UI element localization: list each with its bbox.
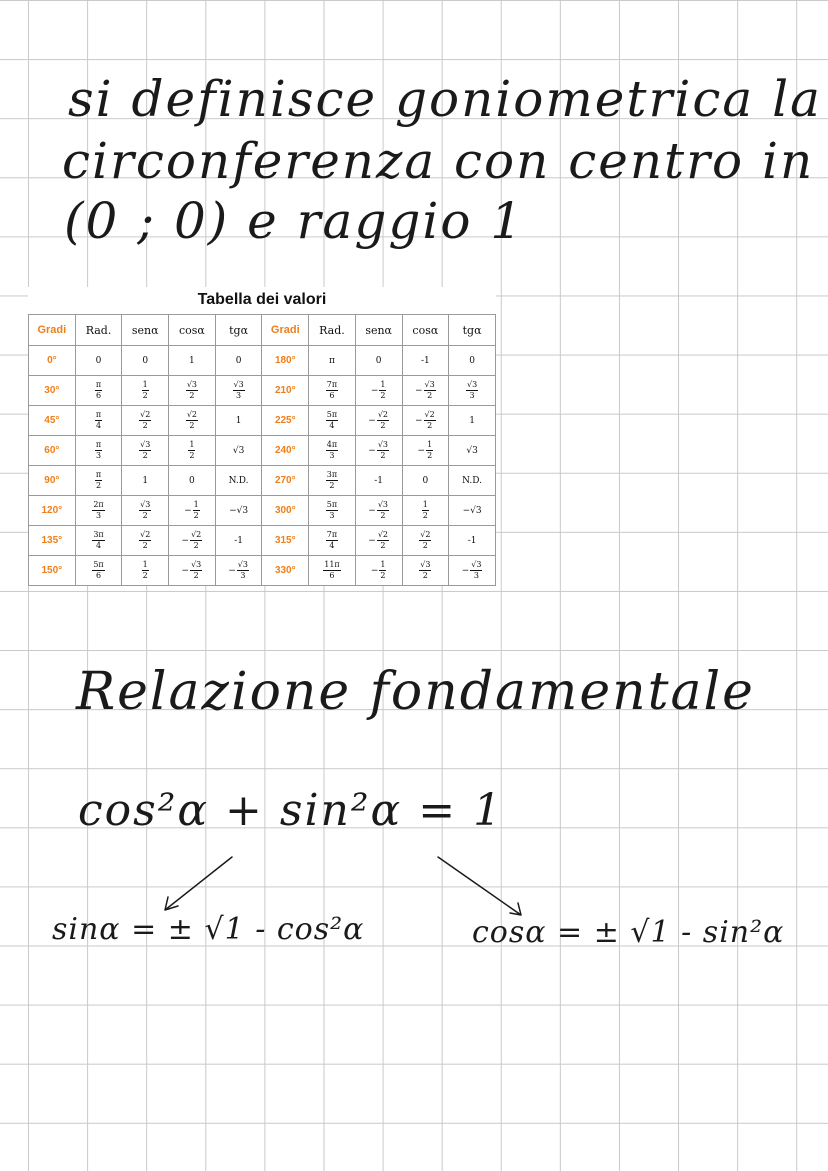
table-cell: 30° bbox=[29, 376, 76, 406]
fraction-numerator: √2 bbox=[186, 410, 197, 419]
fraction-numerator: √3 bbox=[140, 500, 151, 509]
fraction-denominator: 2 bbox=[380, 421, 386, 430]
table-cell: 1 bbox=[122, 466, 169, 496]
fraction-numerator: 7π bbox=[326, 530, 338, 539]
fraction-numerator: √3 bbox=[233, 380, 244, 389]
fraction-numerator: √3 bbox=[191, 560, 202, 569]
fraction-numerator: 1 bbox=[142, 380, 148, 389]
fraction-numerator: 3π bbox=[326, 470, 338, 479]
table-cell: 225° bbox=[262, 406, 309, 436]
table-cell: 45° bbox=[29, 406, 76, 436]
table-cell: 300° bbox=[262, 496, 309, 526]
table-cell: 1 bbox=[449, 406, 496, 436]
table-cell: 135° bbox=[29, 526, 76, 556]
fraction-numerator: 1 bbox=[427, 440, 433, 449]
intro-line-1: si definisce goniometrica la bbox=[68, 70, 822, 128]
fraction-numerator: √3 bbox=[377, 440, 389, 449]
fraction-numerator: √3 bbox=[471, 560, 482, 569]
fraction-numerator: √2 bbox=[140, 410, 151, 419]
column-header: tgα bbox=[449, 315, 496, 346]
column-header: Gradi bbox=[29, 315, 76, 346]
fraction-numerator: π bbox=[95, 440, 102, 449]
left-arrow-icon bbox=[165, 857, 232, 910]
table-cell: -1 bbox=[402, 346, 449, 376]
table-cell: 0 bbox=[122, 346, 169, 376]
table-cell: 120° bbox=[29, 496, 76, 526]
right-arrow-icon bbox=[438, 857, 521, 915]
fraction-numerator: √3 bbox=[424, 380, 435, 389]
fraction-numerator: 5π bbox=[326, 500, 338, 509]
table-cell: −√3 bbox=[449, 496, 496, 526]
fraction-denominator: 4 bbox=[95, 421, 102, 430]
fraction-denominator: 2 bbox=[193, 541, 199, 550]
fraction-numerator: √2 bbox=[140, 530, 151, 539]
minus-sign: − bbox=[368, 415, 376, 426]
table-cell: 0 bbox=[169, 466, 216, 496]
fraction-denominator: 2 bbox=[193, 571, 199, 580]
fraction-denominator: 2 bbox=[142, 571, 148, 580]
fraction-denominator: 6 bbox=[329, 391, 335, 400]
fraction-denominator: 2 bbox=[422, 571, 428, 580]
fraction-denominator: 2 bbox=[142, 541, 148, 550]
fraction-denominator: 2 bbox=[193, 511, 199, 520]
fraction-numerator: √2 bbox=[191, 530, 202, 539]
minus-sign: − bbox=[368, 535, 376, 546]
fraction-denominator: 2 bbox=[422, 511, 428, 520]
fraction-denominator: 2 bbox=[95, 481, 102, 490]
minus-sign: − bbox=[368, 445, 376, 456]
fraction-denominator: 6 bbox=[95, 391, 102, 400]
fraction-denominator: 3 bbox=[329, 451, 335, 460]
table-cell: -1 bbox=[355, 466, 402, 496]
sin-formula: sinα = ± √1 - cos²α bbox=[52, 912, 365, 947]
minus-sign: − bbox=[368, 505, 376, 516]
table-cell: 240° bbox=[262, 436, 309, 466]
fraction-numerator: π bbox=[95, 470, 102, 479]
fraction-numerator: 1 bbox=[193, 500, 199, 509]
fraction-denominator: 2 bbox=[142, 451, 148, 460]
fraction-numerator: √3 bbox=[377, 500, 389, 509]
fraction-denominator: 2 bbox=[427, 391, 433, 400]
fraction-denominator: 3 bbox=[236, 391, 242, 400]
fraction-denominator: 2 bbox=[142, 391, 148, 400]
fraction-numerator: 1 bbox=[422, 500, 428, 509]
minus-sign: − bbox=[228, 565, 236, 576]
fraction-numerator: √2 bbox=[377, 530, 389, 539]
minus-sign: − bbox=[417, 445, 426, 456]
minus-sign: − bbox=[414, 385, 423, 396]
fraction-numerator: π bbox=[95, 410, 102, 419]
fraction-numerator: 7π bbox=[326, 380, 338, 389]
fraction-denominator: 2 bbox=[189, 421, 195, 430]
table-title: Tabella dei valori bbox=[197, 291, 327, 308]
fraction-denominator: 2 bbox=[142, 511, 148, 520]
minus-sign: − bbox=[461, 565, 470, 576]
fraction-numerator: 5π bbox=[326, 410, 338, 419]
fraction-numerator: √2 bbox=[420, 530, 431, 539]
fraction-denominator: 4 bbox=[329, 541, 335, 550]
fraction-denominator: 2 bbox=[427, 421, 433, 430]
minus-sign: − bbox=[181, 565, 190, 576]
fraction-denominator: 2 bbox=[189, 451, 195, 460]
fraction-numerator: π bbox=[95, 380, 102, 389]
minus-sign: − bbox=[181, 535, 190, 546]
column-header: Rad. bbox=[309, 315, 356, 346]
fraction-numerator: √3 bbox=[186, 380, 197, 389]
fraction-numerator: √2 bbox=[377, 410, 389, 419]
table-cell: 0 bbox=[75, 346, 122, 376]
fraction-numerator: 3π bbox=[93, 530, 104, 539]
table-cell: 270° bbox=[262, 466, 309, 496]
fraction-denominator: 3 bbox=[329, 511, 335, 520]
fraction-denominator: 2 bbox=[380, 511, 386, 520]
table-cell: 90° bbox=[29, 466, 76, 496]
fraction-denominator: 2 bbox=[422, 541, 428, 550]
table-cell: 0° bbox=[29, 346, 76, 376]
fraction-denominator: 2 bbox=[142, 421, 148, 430]
fraction-denominator: 3 bbox=[95, 511, 102, 520]
fraction-denominator: 2 bbox=[380, 391, 386, 400]
table-cell: 330° bbox=[262, 556, 309, 586]
table-cell: √3 bbox=[449, 436, 496, 466]
fraction-numerator: √3 bbox=[237, 560, 248, 569]
fraction-denominator: 4 bbox=[95, 541, 102, 550]
fraction-numerator: 5π bbox=[93, 560, 104, 569]
fraction-denominator: 3 bbox=[95, 451, 102, 460]
table-cell: −√3 bbox=[215, 496, 262, 526]
fraction-denominator: 3 bbox=[473, 571, 479, 580]
column-header: senα bbox=[355, 315, 402, 346]
cos-formula: cosα = ± √1 - sin²α bbox=[472, 915, 785, 950]
table-cell: π bbox=[309, 346, 356, 376]
fraction-denominator: 2 bbox=[380, 541, 386, 550]
fraction-numerator: √3 bbox=[467, 380, 478, 389]
column-header: Rad. bbox=[75, 315, 122, 346]
table-cell: 1 bbox=[215, 406, 262, 436]
fraction-numerator: 1 bbox=[189, 440, 195, 449]
table-cell: 0 bbox=[355, 346, 402, 376]
fraction-numerator: √3 bbox=[420, 560, 431, 569]
table-cell: -1 bbox=[215, 526, 262, 556]
fraction-denominator: 2 bbox=[380, 571, 386, 580]
table-cell: N.D. bbox=[449, 466, 496, 496]
table-cell: √3 bbox=[215, 436, 262, 466]
fraction-denominator: 6 bbox=[329, 571, 335, 580]
column-header: senα bbox=[122, 315, 169, 346]
intro-line-2: circonferenza con centro in bbox=[62, 132, 815, 190]
minus-sign: − bbox=[414, 415, 423, 426]
minus-sign: − bbox=[370, 385, 379, 396]
table-cell: N.D. bbox=[215, 466, 262, 496]
fraction-denominator: 3 bbox=[240, 571, 246, 580]
fraction-numerator: √2 bbox=[424, 410, 435, 419]
fraction-numerator: 2π bbox=[93, 500, 104, 509]
table-cell: 0 bbox=[215, 346, 262, 376]
table-cell: 180° bbox=[262, 346, 309, 376]
section-heading: Relazione fondamentale bbox=[76, 662, 755, 722]
fraction-numerator: 1 bbox=[380, 380, 386, 389]
fraction-numerator: √3 bbox=[140, 440, 151, 449]
fraction-numerator: 1 bbox=[142, 560, 148, 569]
fraction-numerator: 4π bbox=[326, 440, 338, 449]
fraction-denominator: 2 bbox=[380, 451, 386, 460]
table-cell: 0 bbox=[402, 466, 449, 496]
table-cell: -1 bbox=[449, 526, 496, 556]
table-cell: 1 bbox=[169, 346, 216, 376]
column-header: tgα bbox=[215, 315, 262, 346]
table-cell: 60° bbox=[29, 436, 76, 466]
fundamental-formula: cos²α + sin²α = 1 bbox=[78, 785, 504, 836]
column-header: cosα bbox=[169, 315, 216, 346]
table-cell: 210° bbox=[262, 376, 309, 406]
minus-sign: − bbox=[184, 505, 192, 516]
minus-sign: − bbox=[370, 565, 379, 576]
table-cell: 0 bbox=[449, 346, 496, 376]
intro-line-3: (0 ; 0) e raggio 1 bbox=[64, 192, 525, 250]
fraction-denominator: 2 bbox=[427, 451, 433, 460]
fraction-denominator: 3 bbox=[469, 391, 475, 400]
column-header: cosα bbox=[402, 315, 449, 346]
table-cell: 315° bbox=[262, 526, 309, 556]
fraction-denominator: 4 bbox=[329, 421, 335, 430]
fraction-numerator: 11π bbox=[324, 560, 340, 569]
fraction-denominator: 6 bbox=[95, 571, 102, 580]
table-cell: 150° bbox=[29, 556, 76, 586]
fraction-numerator: 1 bbox=[380, 560, 386, 569]
fraction-denominator: 2 bbox=[189, 391, 195, 400]
column-header: Gradi bbox=[262, 315, 309, 346]
fraction-denominator: 2 bbox=[329, 481, 335, 490]
